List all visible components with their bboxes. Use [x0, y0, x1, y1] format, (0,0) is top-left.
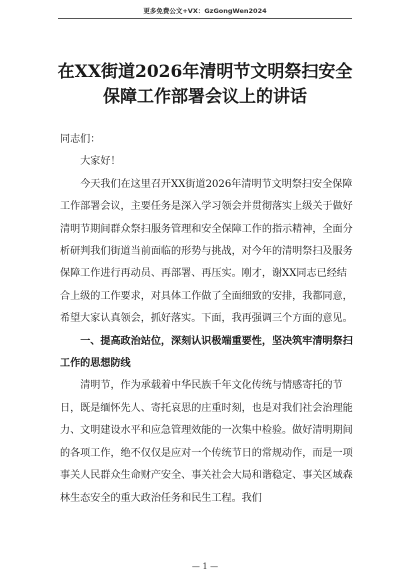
header-note: 更多免费公文+VX：GzGongWen2024	[143, 7, 267, 15]
document-body	[60, 129, 356, 510]
title-line-1: 在XX街道2026年清明节文明祭扫安全	[57, 62, 353, 82]
title-line-2: 保障工作部署会议上的讲话	[103, 87, 307, 107]
document-title	[0, 60, 410, 110]
header-divider	[58, 18, 352, 19]
page-number: — 1 —	[191, 562, 219, 571]
paragraph-intro: 今天我们在这里召开XX街道2026年清明节文明祭扫安全保障工作部署会议，主要任务是深入学习领会并贯彻落实上级关于做好清明节期间群众祭扫服务管理和安全保障工作的指示精神，全面分析研判我们街道当前面临的形势与挑战，对今年的清明祭扫及服务保障工作进行再动员、再部署、再压实。刚才，谢XX同志已经结合上级的工作要求，对具体工作做了全面细致的安排，我都同意，希望大家认真领会，抓好落实。下面，我再强调三个方面的意见。	[60, 178, 353, 325]
salutation: 同志们：	[60, 134, 101, 145]
greeting: 大家好！	[80, 156, 121, 168]
paragraph-section-1: 清明节，作为承载着中华民族千年文化传统与情感寄托的节日，既是缅怀先人、寄托哀思的庄重时刻，也是对我们社会治理能力、文明建设水平和应急管理效能的一次集中检验。做好清明期间的各项工作，绝不仅仅是应对一个传统节日的常规动作，而是一项事关人民群众生命财产安全、事关社会大局和谐稳定、事关区域森林生态安全的重大政治任务和民生工程。我们	[60, 380, 353, 504]
section-heading-1: 一、提高政治站位，深刻认识极端重要性，坚决筑牢清明祭扫工作的思想防线	[60, 335, 353, 370]
